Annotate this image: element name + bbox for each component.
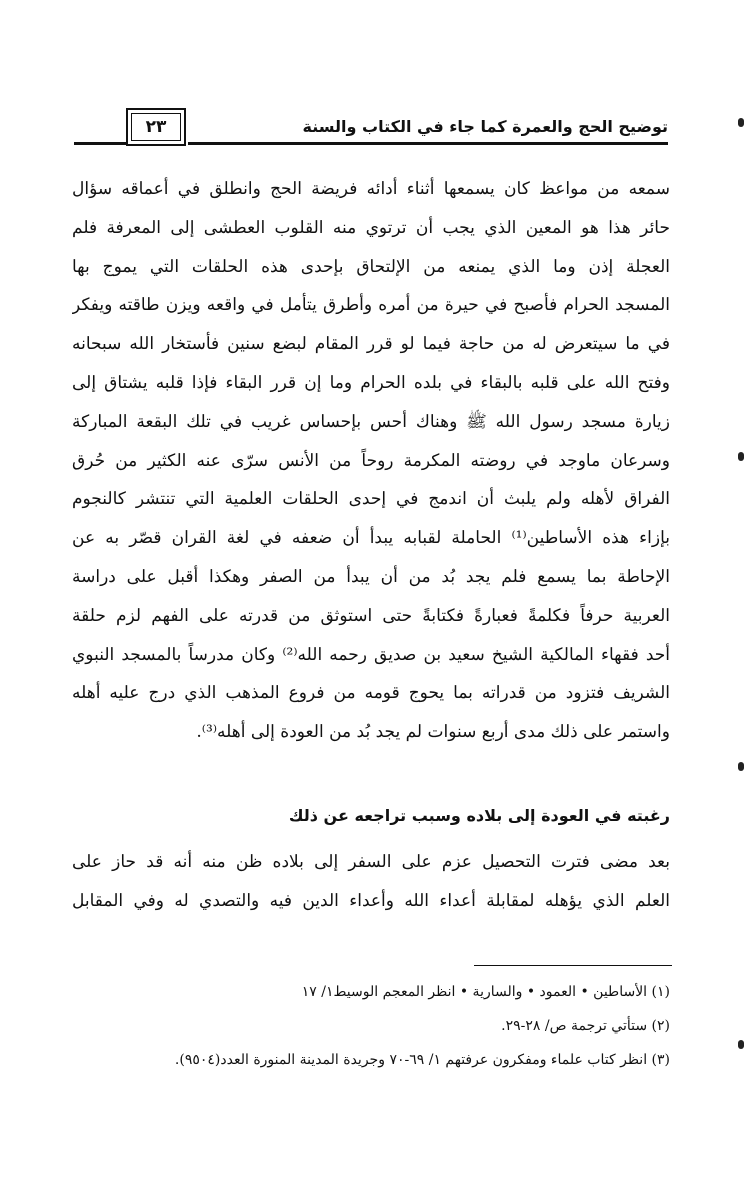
footnote: (٢) ستأتي ترجمة ص/ ٢٨-٢٩. <box>501 1018 670 1034</box>
text-line: العلم الذي يؤهله لمقابلة أعداء الله وأعداء الدين فيه والتصدي له وفي المقابل <box>72 890 670 911</box>
text-line: في ما سيتعرض له من حاجة فيما لو قرر المقام لبضع سنين فأستخار الله سبحانه <box>72 334 670 355</box>
page-number-box <box>126 108 186 146</box>
main-paragraph <box>72 170 670 752</box>
page-edge-mark <box>738 452 744 461</box>
text-line: زيارة مسجد رسول الله ﷺ وهناك أحس بإحساس غريب في تلك البقعة المباركة <box>72 411 670 432</box>
footnote: (١) الأساطين • العمود • والسارية • انظر المعجم الوسيط١/ ١٧ <box>301 984 670 1000</box>
text-line: بعد مضى فترت التحصيل عزم على السفر إلى بلاده ظن منه أنه قد حاز على <box>72 852 670 872</box>
text-line: أحد فقهاء المالكية الشيخ سعيد بن صديق رحمه الله⁽²⁾ وكان مدرساً بالمسجد النبوي <box>72 644 670 665</box>
header-rule <box>188 142 668 145</box>
text-line: وفتح الله على قلبه بالبقاء في بلده الحرام وما إن قرر البقاء فإذا قلبه يشتاق إلى <box>72 372 670 393</box>
text-line: حائر هذا هو المعين الذي يجب أن ترتوي منه القلوب العطشى إلى المعرفة فلم <box>72 217 670 238</box>
text-line: الإحاطة بما يسمع فلم يجد بُد من أن يبدأ من الصفر وهكذا أقبل على دراسة <box>72 566 670 587</box>
page-edge-mark <box>738 118 744 127</box>
text-line: وسرعان ماوجد في روضته المكرمة روحاً من الأنس سرّى عنه الكثير من حُرق <box>72 450 670 471</box>
footnote-separator <box>474 965 672 966</box>
running-header-title: توضيح الحج والعمرة كما جاء في الكتاب والسنة <box>302 117 668 136</box>
footnote: (٣) انظر كتاب علماء ومفكرون عرفتهم ١/ ٦٩-٧٠ وجريدة المدينة المنورة العدد(٩٥٠٤). <box>174 1052 670 1068</box>
text-line: العربية حرفاً فكلمةً فعبارةً فكتابةً حتى استوثق من قدرته على الفهم لزم حلقة <box>72 605 670 626</box>
text-line: بإزاء هذه الأساطين⁽¹⁾ الحاملة لقبابه يبدأ أن ضعفه في لغة القران قصّر به عن <box>72 528 670 549</box>
text-line: الفراق لأهله ولم يلبث أن اندمج في إحدى الحلقات العلمية التي تنتشر كالنجوم <box>72 489 670 510</box>
text-line: سمعه من مواعظ كان يسمعها أثناء أدائه فريضة الحج وانطلق في أعماقه سؤال <box>72 179 670 199</box>
text-line: واستمر على ذلك مدى أربع سنوات لم يجد بُد من العودة إلى أهله⁽³⁾. <box>196 722 670 743</box>
text-line: المسجد الحرام فأصبح في حيرة من أمره وأطرق يتأمل في واقعه ويزن طاقته ويفكر <box>72 295 670 316</box>
text-line: العجلة إذن وما الذي يمنعه من الإلتحاق بإحدى هذه الحلقات التي يموج بها <box>72 256 670 277</box>
page-number: ٢٣ <box>131 113 181 141</box>
footnotes <box>72 975 670 1077</box>
page-edge-mark <box>738 1040 744 1049</box>
text-line: الشريف فتزود من قدراته بما يحوج قومه من فروع المذهب الذي درج عليه أهله <box>72 683 670 704</box>
section-paragraph <box>72 843 670 921</box>
section-heading: رغبته في العودة إلى بلاده وسبب تراجعه عن ذلك <box>288 806 670 825</box>
page-edge-mark <box>738 762 744 771</box>
header-rule <box>74 142 126 145</box>
